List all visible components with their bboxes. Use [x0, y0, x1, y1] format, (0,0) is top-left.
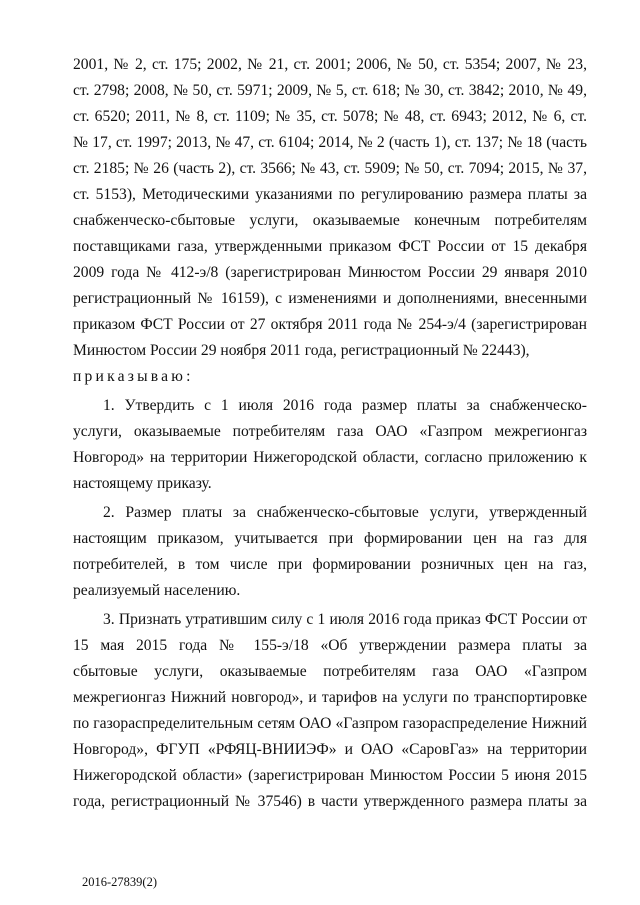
- text-line: приказом ФСТ России от 27 октября 2011 года № 254-э/4 (зарегистрирован: [73, 316, 587, 333]
- text-line: Минюстом России 29 ноября 2011 года, регистрационный № 22443),: [73, 342, 530, 359]
- document-code-footer: 2016-27839(2): [82, 875, 157, 889]
- paragraph-1-line: услуги, оказываемые потребителям газа ОАО «Газпром межрегионгаз: [73, 423, 587, 440]
- order-word: приказываю:: [73, 368, 194, 385]
- text-line: поставщиками газа, утвержденными приказом ФСТ России от 15 декабря: [73, 238, 587, 255]
- paragraph-1-line: настоящему приказу.: [73, 475, 212, 492]
- text-line: № 17, ст. 1997; 2013, № 47, ст. 6104; 2014, № 2 (часть 1), ст. 137; № 18 (часть: [73, 134, 587, 151]
- text-line: ст. 2798; 2008, № 50, ст. 5971; 2009, № 5, ст. 618; № 30, ст. 3842; 2010, № 49,: [73, 82, 587, 99]
- text-line: ст. 2185; № 26 (часть 2), ст. 3566; № 43, ст. 5909; № 50, ст. 7094; 2015, № 37,: [73, 160, 587, 177]
- paragraph-1-line: Новгород» на территории Нижегородской области, согласно приложению к: [73, 449, 587, 466]
- text-line: ст. 6520; 2011, № 8, ст. 1109; № 35, ст. 5078; № 48, ст. 6943; 2012, № 6, ст.: [73, 108, 587, 125]
- paragraph-1-line: 1. Утвердить с 1 июля 2016 года размер платы за снабженческо-: [103, 397, 587, 414]
- paragraph-3-line: межрегионгаз Нижний новгород», и тарифов на услуги по транспортировке: [73, 689, 587, 706]
- paragraph-3-line: года, регистрационный № 37546) в части утвержденного размера платы за: [73, 793, 587, 810]
- paragraph-3-line: 3. Признать утратившим силу с 1 июля 2016 года приказ ФСТ России от: [103, 611, 587, 628]
- paragraph-2-line: настоящим приказом, учитывается при формировании цен на газ для: [73, 530, 587, 547]
- paragraph-3-line: Новгород», ФГУП «РФЯЦ-ВНИИЭФ» и ОАО «СаровГаз» на территории: [73, 741, 587, 758]
- text-line: снабженческо-сбытовые услуги, оказываемые конечным потребителям: [73, 212, 587, 229]
- document-body: [73, 52, 587, 815]
- paragraph-3-line: 15 мая 2015 года № 155-э/18 «Об утверждении размера платы за: [73, 637, 587, 654]
- text-line: 2001, № 2, ст. 175; 2002, № 21, ст. 2001; 2006, № 50, ст. 5354; 2007, № 23,: [73, 56, 587, 73]
- text-line: регистрационный № 16159), с изменениями и дополнениями, внесенными: [73, 290, 587, 307]
- paragraph-3-line: сбытовые услуги, оказываемые потребителям газа ОАО «Газпром: [73, 663, 587, 680]
- paragraph-2-line: 2. Размер платы за снабженческо-сбытовые услуги, утвержденный: [103, 504, 587, 521]
- paragraph-2-line: потребителей, в том числе при формировании розничных цен на газ,: [73, 556, 587, 573]
- paragraph-3-line: Нижегородской области» (зарегистрирован Минюстом России 5 июня 2015: [73, 767, 587, 784]
- text-line: 2009 года № 412-э/8 (зарегистрирован Минюстом России 29 января 2010: [73, 264, 587, 281]
- text-line: ст. 5153), Методическими указаниями по регулированию размера платы за: [73, 186, 587, 203]
- paragraph-3-line: по газораспределительным сетям ОАО «Газпром газораспределение Нижний: [73, 715, 587, 732]
- paragraph-2-line: реализуемый населению.: [73, 582, 241, 599]
